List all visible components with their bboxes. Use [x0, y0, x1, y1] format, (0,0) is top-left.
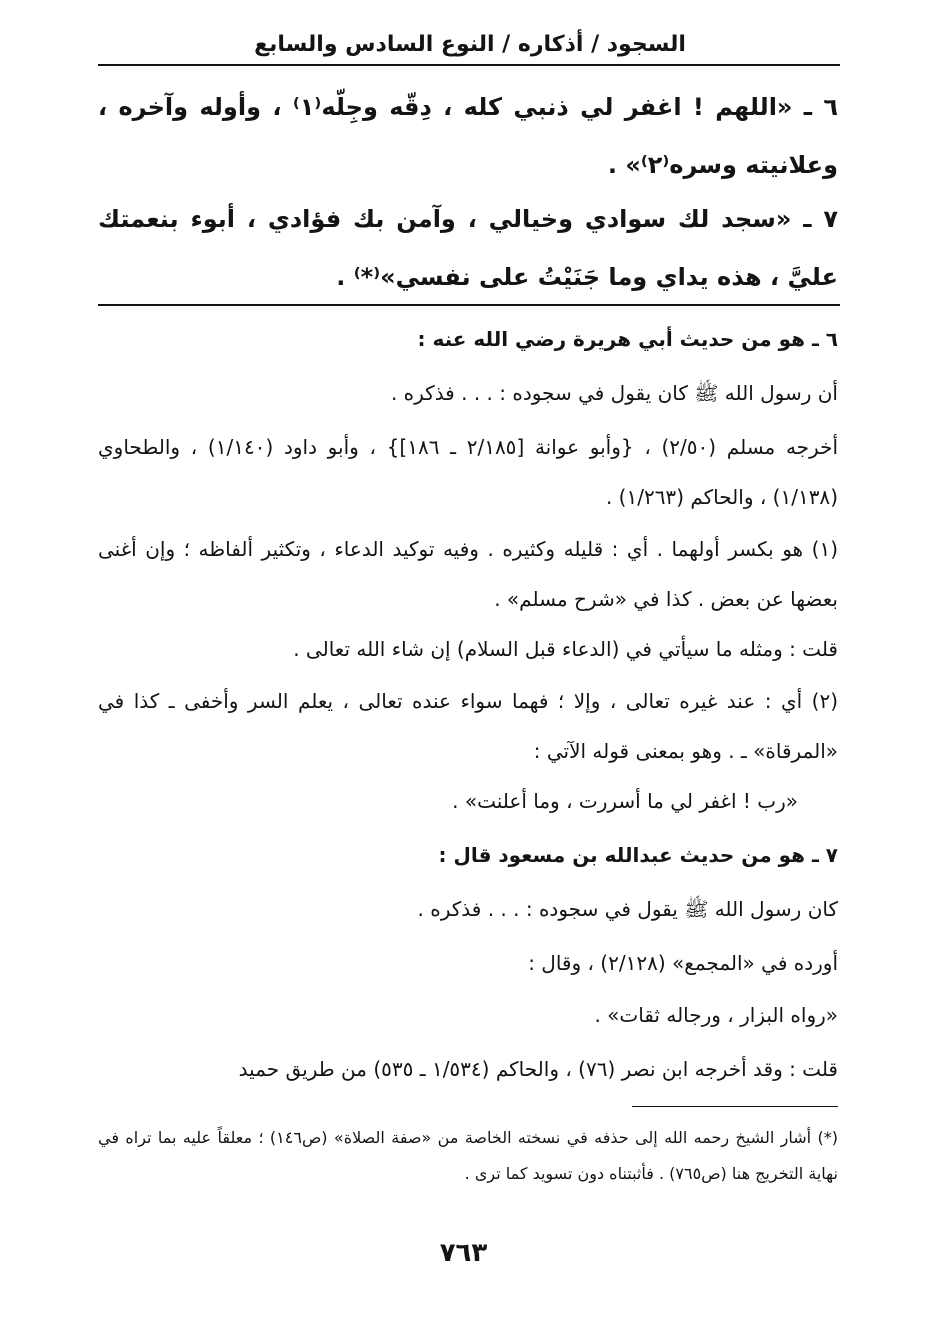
commentary-paragraph: أورده في «المجمع» (٢/١٢٨) ، وقال : — [528, 951, 838, 975]
commentary-paragraph: قلت : وقد أخرجه ابن نصر (٧٦) ، والحاكم (١/٥٣٤ ـ ٥٣٥) من طريق حميد — [238, 1057, 838, 1081]
commentary-quote: «رواه البزار ، ورجاله ثقات» . — [594, 1003, 838, 1027]
running-header: السجود / أذكاره / النوع السادس والسابع — [254, 32, 686, 57]
commentary-quote: «رب ! اغفر لي ما أسررت ، وما أعلنت» . — [452, 789, 798, 813]
commentary-paragraph: كان رسول الله ﷺ يقول في سجوده : . . . فذكره . — [417, 897, 838, 921]
commentary-heading-6: ٦ ـ هو من حديث أبي هريرة رضي الله عنه : — [417, 327, 838, 351]
commentary-note-2: (٢) أي : عند غيره تعالى ، وإلا ؛ فهما سواء عنده تعالى ، يعلم السر وأخفى ـ كذا في «المرقاة» ـ . وهو بمعنى قوله الآتي : — [98, 689, 838, 763]
commentary-separator-rule — [98, 304, 840, 306]
header-rule — [98, 64, 840, 66]
commentary-paragraph: أخرجه مسلم (٢/٥٠) ، {وأبو عوانة [٢/١٨٥ ـ ١٨٦]} ، وأبو داود (١/١٤٠) ، والطحاوي (١/١٣٨) ، والحاكم (١/٢٦٣) . — [98, 435, 838, 509]
main-text-item-6: ٦ ـ «اللهم ! اغفر لي ذنبي كله ، دِقّه وجِلّه⁽١⁾ ، وأوله وآخره ، وعلانيته وسره⁽٢⁾» . — [98, 93, 838, 179]
commentary-note-1: (١) هو بكسر أولهما . أي : قليله وكثيره . وفيه توكيد الدعاء ، وتكثير ألفاظه ؛ وإن أغنى بعضها عن بعض . كذا في «شرح مسلم» . — [98, 537, 838, 611]
footnote-text: (*) أشار الشيخ رحمه الله إلى حذفه في نسخته الخاصة من «صفة الصلاة» (ص١٤٦) ؛ معلقاً عليه بما تراه في نهاية التخريج هنا (ص٧٦٥) . فأثبتناه دون تسويد كما ترى . — [98, 1128, 838, 1183]
page-number: ٧٦٣ — [439, 1238, 488, 1268]
commentary-heading-7: ٧ ـ هو من حديث عبدالله بن مسعود قال : — [438, 843, 838, 867]
commentary-paragraph: قلت : ومثله ما سيأتي في (الدعاء قبل السلام) إن شاء الله تعالى . — [293, 637, 838, 661]
main-text-item-7: ٧ ـ «سجد لك سوادي وخيالي ، وآمن بك فؤادي ، أبوء بنعمتك عليَّ ، هذه يداي وما جَنَيْتُ على نفسي»⁽*⁾ . — [98, 205, 838, 291]
commentary-paragraph: أن رسول الله ﷺ كان يقول في سجوده : . . . فذكره . — [390, 381, 838, 405]
footnote-separator-rule — [632, 1106, 838, 1107]
